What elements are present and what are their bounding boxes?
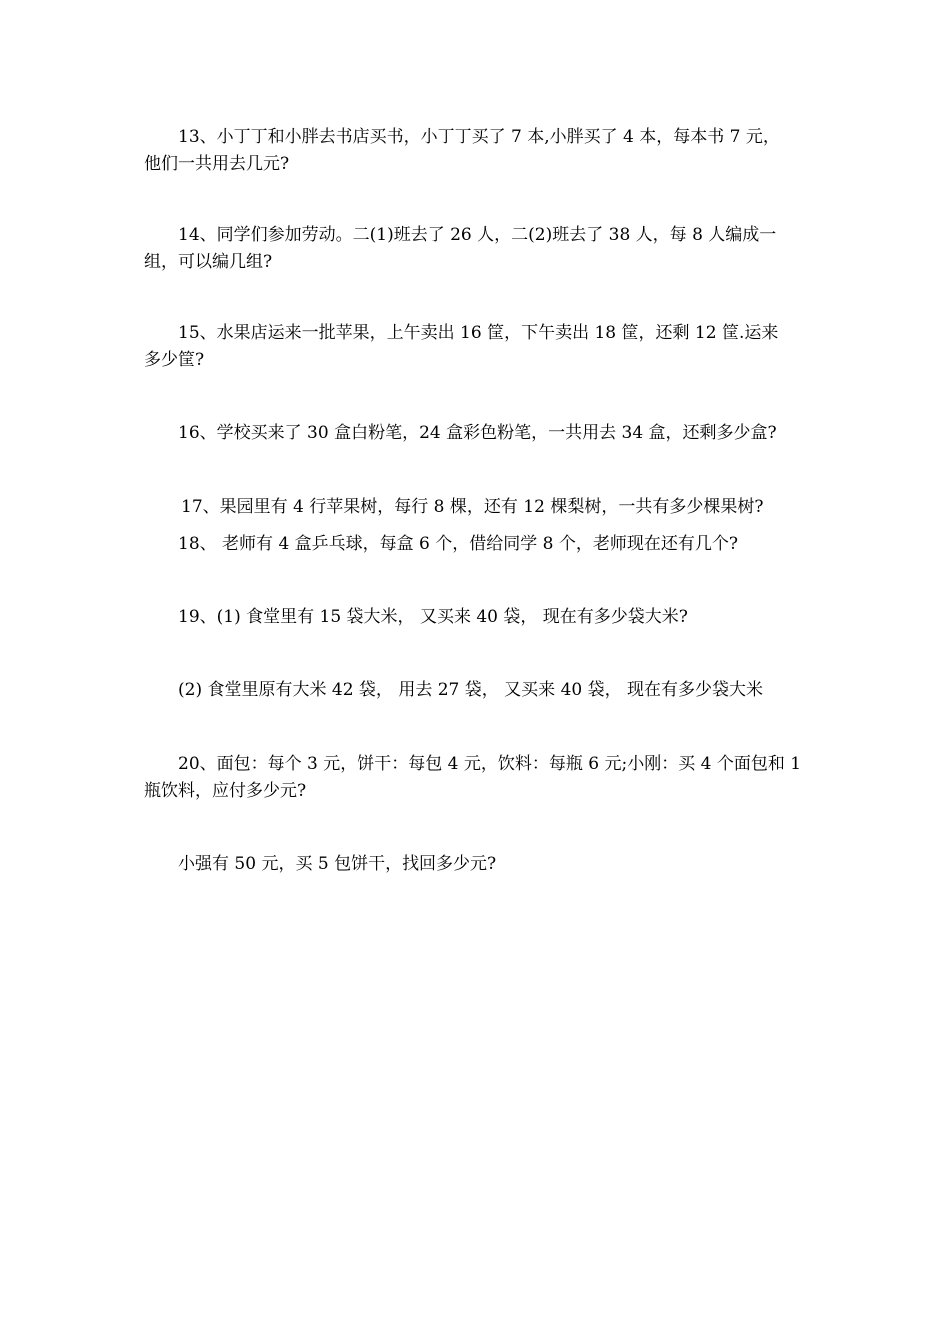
problem-15-line-1: 15、水果店运来一批苹果，上午卖出 16 筐，下午卖出 18 筐，还剩 12 筐.运来: [178, 323, 779, 343]
problem-19-part-2: (2) 食堂里原有大米 42 袋， 用去 27 袋， 又买来 40 袋， 现在有多少袋大米: [178, 680, 764, 700]
problem-17: 17、果园里有 4 行苹果树，每行 8 棵，还有 12 棵梨树，一共有多少棵果树?: [181, 497, 764, 517]
problem-14-line-1: 14、同学们参加劳动。二(1)班去了 26 人，二(2)班去了 38 人，每 8 人编成一: [178, 225, 777, 245]
problem-14-line-2: 组，可以编几组?: [144, 252, 273, 272]
problem-20-followup: 小强有 50 元，买 5 包饼干，找回多少元?: [178, 854, 497, 874]
problem-20-line-1: 20、面包：每个 3 元，饼干：每包 4 元，饮料：每瓶 6 元;小刚：买 4 个面包和 1: [178, 754, 802, 774]
problem-13-line-1: 13、小丁丁和小胖去书店买书，小丁丁买了 7 本,小胖买了 4 本，每本书 7 元，: [178, 127, 780, 147]
problem-18: 18、 老师有 4 盒乒乓球，每盒 6 个，借给同学 8 个，老师现在还有几个?: [178, 534, 739, 554]
problem-13-line-2: 他们一共用去几元?: [144, 154, 290, 174]
problem-15-line-2: 多少筐?: [144, 350, 205, 370]
problem-16: 16、学校买来了 30 盒白粉笔，24 盒彩色粉笔，一共用去 34 盒，还剩多少盒?: [178, 423, 777, 443]
problem-19-part-1: 19、(1) 食堂里有 15 袋大米， 又买来 40 袋， 现在有多少袋大米?: [178, 607, 688, 627]
problem-20-line-2: 瓶饮料，应付多少元?: [144, 781, 307, 801]
